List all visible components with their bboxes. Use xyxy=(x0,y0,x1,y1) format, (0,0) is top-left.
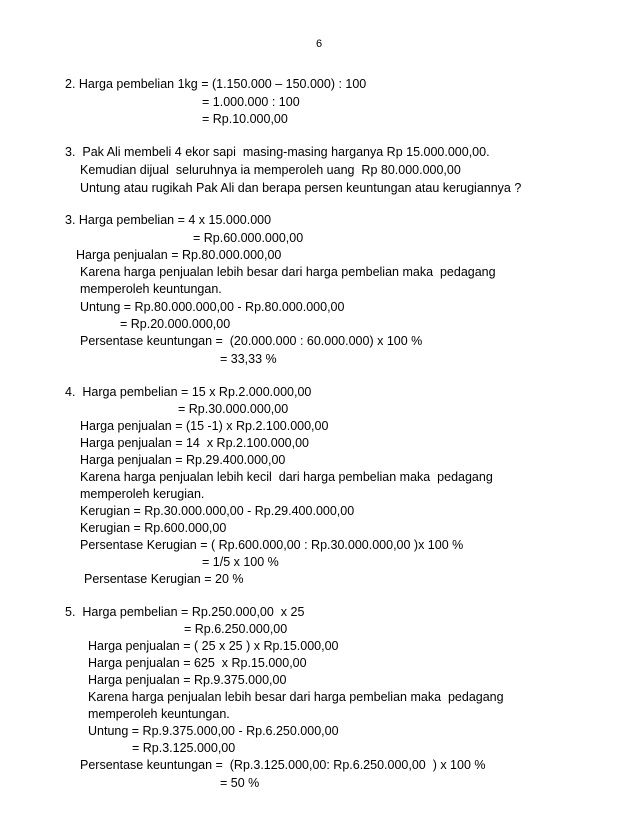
text-line: = Rp.10.000,00 xyxy=(202,112,288,126)
text-line: Kerugian = Rp.600.000,00 xyxy=(80,521,227,535)
text-line: = Rp.6.250.000,00 xyxy=(184,622,288,636)
text-line: Untung = Rp.80.000.000,00 - Rp.80.000.000,00 xyxy=(80,300,345,314)
text-line: memperoleh keuntungan. xyxy=(88,707,230,721)
text-line: Karena harga penjualan lebih besar dari harga pembelian maka pedagang xyxy=(88,690,504,704)
text-line: = 1.000.000 : 100 xyxy=(202,95,300,109)
text-line: = Rp.20.000.000,00 xyxy=(120,317,231,331)
text-line: Persentase Kerugian = 20 % xyxy=(84,572,244,586)
text-line: Persentase keuntungan = (Rp.3.125.000,00: Rp.6.250.000,00 ) x 100 % xyxy=(80,758,486,772)
text-line: = Rp.30.000.000,00 xyxy=(178,402,289,416)
text-line: Untung atau rugikah Pak Ali dan berapa persen keuntungan atau kerugiannya ? xyxy=(80,181,522,195)
text-line: = 1/5 x 100 % xyxy=(202,555,279,569)
text-line: = Rp.60.000.000,00 xyxy=(193,231,304,245)
text-line: Harga penjualan = ( 25 x 25 ) x Rp.15.000,00 xyxy=(88,639,339,653)
text-line: Harga penjualan = Rp.9.375.000,00 xyxy=(88,673,287,687)
text-line: = 50 % xyxy=(220,776,260,790)
text-line: Harga penjualan = Rp.80.000.000,00 xyxy=(76,248,282,262)
text-line: 5. Harga pembelian = Rp.250.000,00 x 25 xyxy=(65,605,305,619)
text-line: Karena harga penjualan lebih kecil dari harga pembelian maka pedagang xyxy=(80,470,493,484)
text-line: 2. Harga pembelian 1kg = (1.150.000 – 150.000) : 100 xyxy=(65,77,367,91)
text-line: Harga penjualan = 625 x Rp.15.000,00 xyxy=(88,656,307,670)
text-line: memperoleh kerugian. xyxy=(80,487,205,501)
page-number: 6 xyxy=(315,38,323,50)
text-line: Persentase keuntungan = (20.000.000 : 60.000.000) x 100 % xyxy=(80,334,423,348)
text-line: Persentase Kerugian = ( Rp.600.000,00 : Rp.30.000.000,00 )x 100 % xyxy=(80,538,464,552)
text-line: Harga penjualan = 14 x Rp.2.100.000,00 xyxy=(80,436,309,450)
text-line: Harga penjualan = Rp.29.400.000,00 xyxy=(80,453,286,467)
text-line: Kemudian dijual seluruhnya ia memperoleh uang Rp 80.000.000,00 xyxy=(80,163,461,177)
text-line: 4. Harga pembelian = 15 x Rp.2.000.000,00 xyxy=(65,385,312,399)
text-line: = Rp.3.125.000,00 xyxy=(132,741,236,755)
text-line: Harga penjualan = (15 -1) x Rp.2.100.000,00 xyxy=(80,419,329,433)
text-line: Untung = Rp.9.375.000,00 - Rp.6.250.000,00 xyxy=(88,724,339,738)
text-line: memperoleh keuntungan. xyxy=(80,282,222,296)
text-line: = 33,33 % xyxy=(220,352,277,366)
text-line: Karena harga penjualan lebih besar dari harga pembelian maka pedagang xyxy=(80,265,496,279)
text-line: 3. Harga pembelian = 4 x 15.000.000 xyxy=(65,213,272,227)
text-line: 3. Pak Ali membeli 4 ekor sapi masing-masing harganya Rp 15.000.000,00. xyxy=(65,145,490,159)
text-line: Kerugian = Rp.30.000.000,00 - Rp.29.400.000,00 xyxy=(80,504,355,518)
